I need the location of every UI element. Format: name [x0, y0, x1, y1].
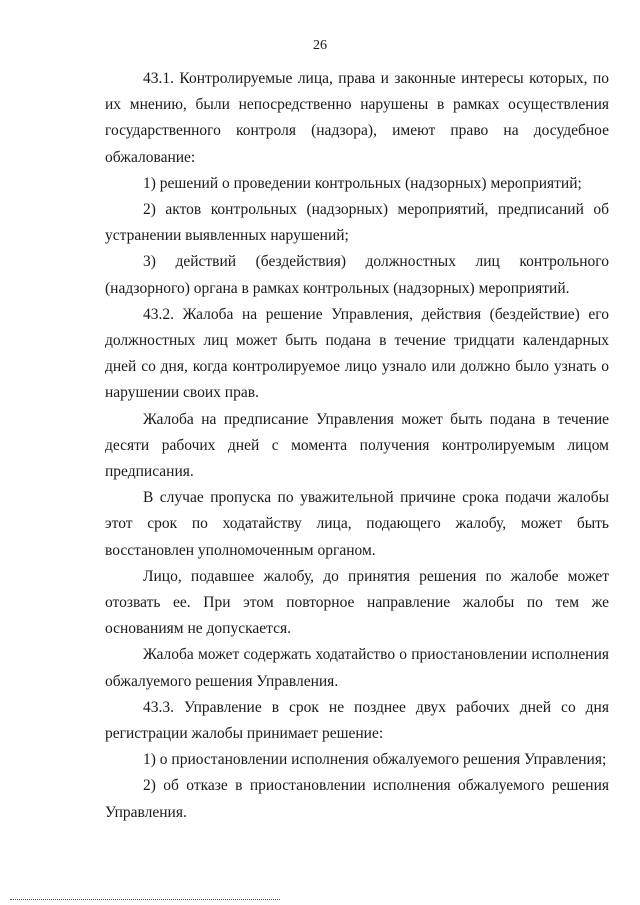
list-item-2: 2) актов контрольных (надзорных) мероприятий, предписаний об устранении выявленных нарушений; — [105, 201, 609, 245]
paragraph-suspension-request: Жалоба может содержать ходатайство о приостановлении исполнения обжалуемого решения Управления. — [105, 646, 609, 690]
paragraph-43-3: 43.3. Управление в срок не позднее двух рабочих дней со дня регистрации жалобы принимает решение: — [105, 698, 609, 743]
footer-divider — [10, 899, 280, 900]
list-item-1: 1) решений о проведении контрольных (надзорных) мероприятий; — [143, 174, 582, 192]
paragraph-withdraw: Лицо, подавшее жалобу, до принятия решения по жалобе может отозвать ее. При этом повторное направление жалобы по тем же основаниям не допускается. — [105, 567, 609, 638]
paragraph-deadline-restore: В случае пропуска по уважительной причине срока подачи жалобы этот срок по ходатайству лица, подающего жалобу, может быть восстановлен уполномоченным органом. — [105, 489, 609, 559]
document-body — [105, 66, 609, 826]
paragraph-complaint-order: Жалоба на предписание Управления может быть подана в течение десяти рабочих дней с момента получения контролируемым лицом предписания. — [105, 410, 609, 481]
paragraph-43-1: 43.1. Контролируемые лица, права и законные интересы которых, по их мнению, были непосредственно нарушены в рамках осуществления государственного контроля (надзора), имеют право на досудебное обжалование: — [105, 70, 609, 166]
paragraph-43-2: 43.2. Жалоба на решение Управления, действия (бездействие) его должностных лиц может быть подана в течение тридцати календарных дней со дня, когда контролируемое лицо узнало или должно было узнать о нарушении своих прав. — [105, 305, 609, 402]
list-item-3: 3) действий (бездействия) должностных лиц контрольного (надзорного) органа в рамках контрольных (надзорных) мероприятий. — [105, 253, 609, 297]
decision-item-2: 2) об отказе в приостановлении исполнения обжалуемого решения Управления. — [105, 777, 609, 821]
page-number: 26 — [313, 38, 327, 53]
decision-item-1: 1) о приостановлении исполнения обжалуемого решения Управления; — [143, 751, 607, 769]
